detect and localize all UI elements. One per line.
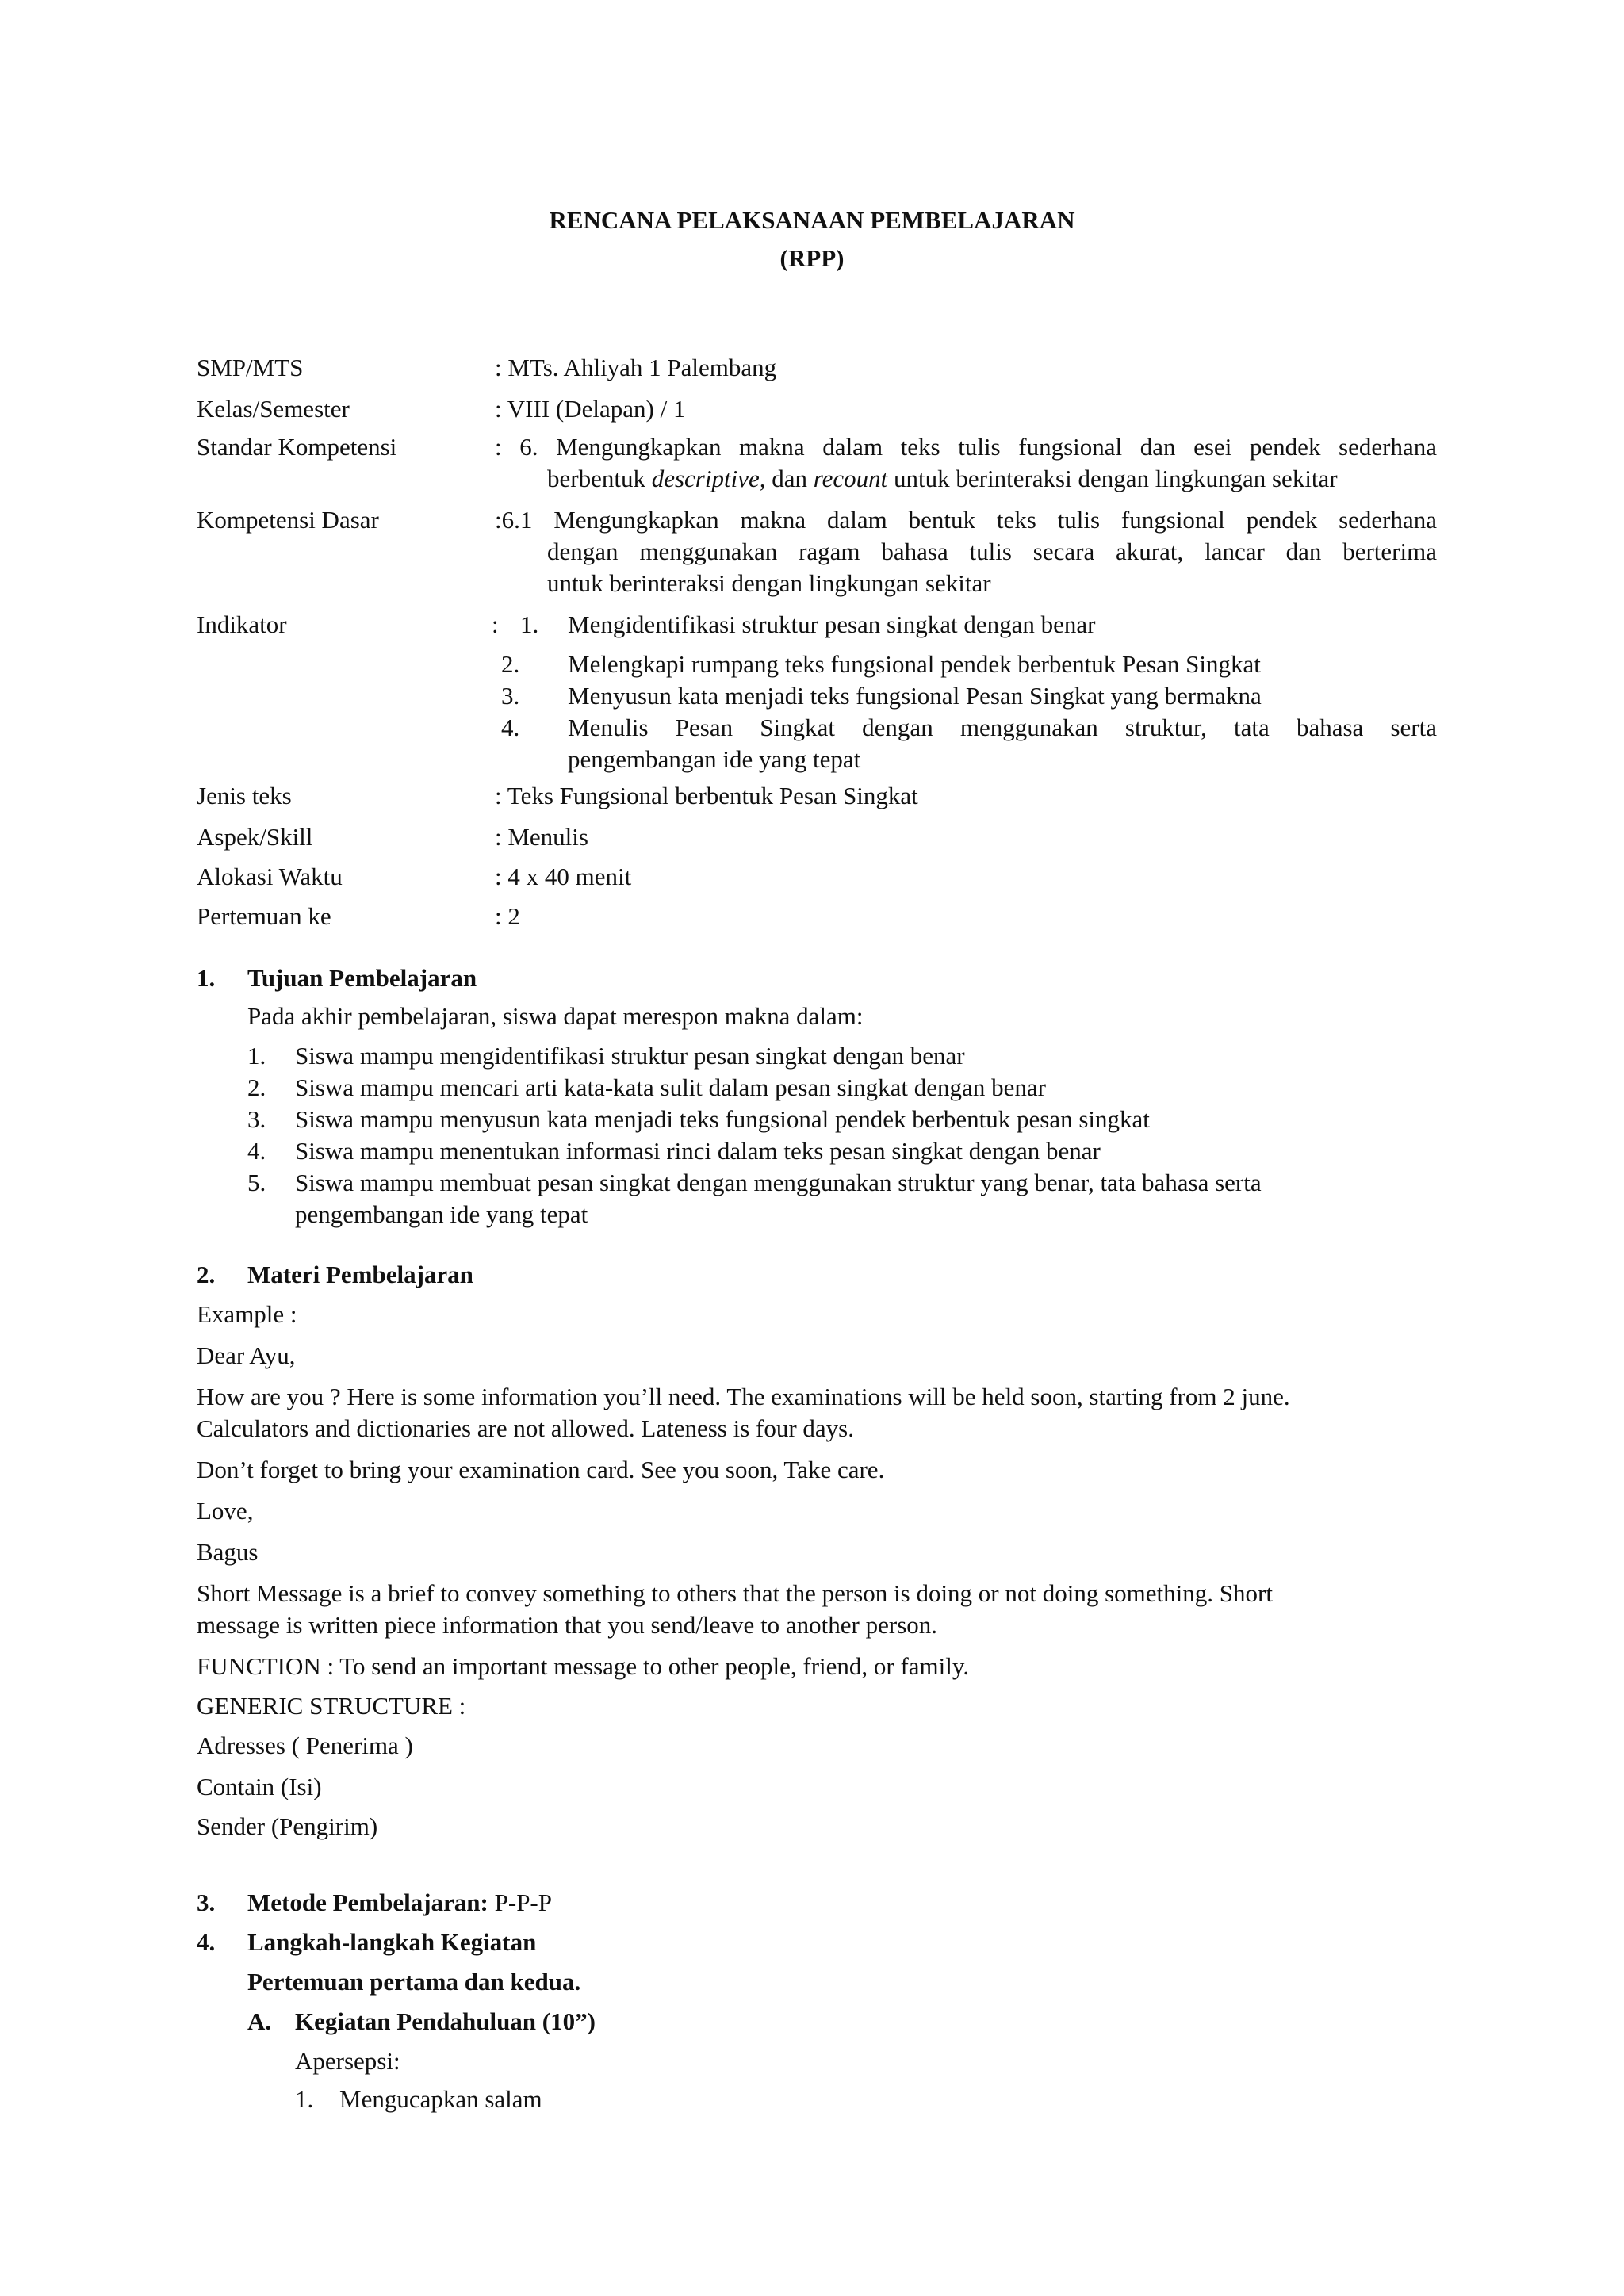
sk-label: Standar Kompetensi [197, 433, 397, 461]
definition-line: Short Message is a brief to convey something to others that the person is doing or not doing something. Short [197, 1579, 1273, 1607]
jenis-label: Jenis teks [197, 782, 292, 809]
school-value: : MTs. Ahliyah 1 Palembang [495, 354, 777, 381]
letter-sender: Bagus [197, 1538, 259, 1566]
structure-item: Sender (Pengirim) [197, 1812, 378, 1840]
sk-line-1: : 6. Mengungkapkan makna dalam teks tulis fungsional dan esei pendek sederhana [495, 433, 1437, 461]
letter-greeting: Dear Ayu, [197, 1341, 296, 1369]
class-value: : VIII (Delapan) / 1 [495, 395, 686, 423]
section-heading-tujuan: Tujuan Pembelajaran [247, 964, 477, 992]
pertemuan-value: : 2 [495, 902, 520, 930]
sk-text: berbentuk [547, 465, 652, 492]
subsection-label: A. [247, 2007, 272, 2035]
list-item: Siswa mampu menyusun kata menjadi teks fungsional pendek berbentuk pesan singkat [295, 1105, 1150, 1133]
list-number: 2. [247, 1073, 266, 1101]
sk-text: untuk berinteraksi dengan lingkungan sekitar [887, 465, 1338, 492]
sk-recount: recount [813, 465, 888, 492]
indicator-text-cont: pengembangan ide yang tepat [568, 745, 861, 773]
kd-line-1: :6.1 Mengungkapkan makna dalam bentuk teks tulis fungsional pendek sederhana [495, 506, 1437, 534]
document-subtitle: (RPP) [779, 244, 845, 272]
list-item: Siswa mampu mencari arti kata-kata sulit dalam pesan singkat dengan benar [295, 1073, 1046, 1101]
apersepsi-label: Apersepsi: [295, 2047, 400, 2075]
list-item-cont: pengembangan ide yang tepat [295, 1200, 588, 1228]
section-number: 2. [197, 1261, 216, 1288]
indicator-colon: : [492, 610, 499, 638]
section-number: 3. [197, 1888, 216, 1916]
meeting-subheading: Pertemuan pertama dan kedua. [247, 1968, 581, 1996]
indicator-label: Indikator [197, 610, 287, 638]
indicator-text: Menyusun kata menjadi teks fungsional Pesan Singkat yang bermakna [568, 682, 1262, 710]
document-title: RENCANA PELAKSANAAN PEMBELAJARAN [549, 206, 1075, 234]
structure-item: Adresses ( Penerima ) [197, 1732, 413, 1759]
school-label: SMP/MTS [197, 354, 304, 381]
structure-item: Contain (Isi) [197, 1773, 322, 1800]
kd-line-2: dengan menggunakan ragam bahasa tulis secara akurat, lancar dan berterima [547, 538, 1437, 565]
subsection-heading: Kegiatan Pendahuluan (10”) [295, 2007, 596, 2035]
list-number: 1. [295, 2085, 314, 2113]
kd-line-3: untuk berinteraksi dengan lingkungan sekitar [547, 569, 991, 597]
list-item: Siswa mampu mengidentifikasi struktur pesan singkat dengan benar [295, 1042, 965, 1070]
indicator-text: Melengkapi rumpang teks fungsional pendek berbentuk Pesan Singkat [568, 650, 1261, 678]
sk-descriptive: descriptive, [651, 465, 766, 492]
indicator-number: 3. [501, 682, 520, 710]
list-number: 3. [247, 1105, 266, 1133]
sk-text: dan [765, 465, 814, 492]
list-item: Mengucapkan salam [339, 2085, 542, 2113]
section-number: 1. [197, 964, 216, 992]
indicator-number: 1. [520, 610, 539, 638]
list-number: 4. [247, 1137, 266, 1165]
section-heading-materi: Materi Pembelajaran [247, 1261, 473, 1288]
letter-body-line: How are you ? Here is some information you’ll need. The examinations will be held soon, starting from 2 june. [197, 1383, 1290, 1410]
pertemuan-label: Pertemuan ke [197, 902, 331, 930]
aspek-value: : Menulis [495, 823, 588, 851]
alokasi-value: : 4 x 40 menit [495, 863, 632, 890]
generic-structure-label: GENERIC STRUCTURE : [197, 1692, 466, 1720]
section-heading-metode [247, 1887, 552, 1919]
section-number: 4. [197, 1928, 216, 1956]
aspek-label: Aspek/Skill [197, 823, 313, 851]
letter-closing: Love, [197, 1497, 254, 1525]
list-number: 5. [247, 1169, 266, 1196]
indicator-number: 4. [501, 714, 520, 741]
indicator-text: Menulis Pesan Singkat dengan menggunakan struktur, tata bahasa serta [568, 714, 1437, 741]
jenis-value: : Teks Fungsional berbentuk Pesan Singkat [495, 782, 918, 809]
example-label: Example : [197, 1300, 297, 1328]
tujuan-intro: Pada akhir pembelajaran, siswa dapat merespon makna dalam: [247, 1002, 864, 1030]
alokasi-label: Alokasi Waktu [197, 863, 343, 890]
section-heading-langkah: Langkah-langkah Kegiatan [247, 1928, 537, 1956]
metode-value: P-P-P [488, 1888, 552, 1916]
definition-line: message is written piece information that you send/leave to another person. [197, 1611, 938, 1639]
list-number: 1. [247, 1042, 266, 1070]
list-item: Siswa mampu membuat pesan singkat dengan menggunakan struktur yang benar, tata bahasa serta [295, 1169, 1262, 1196]
function-line: FUNCTION : To send an important message to other people, friend, or family. [197, 1652, 970, 1680]
list-item: Siswa mampu menentukan informasi rinci dalam teks pesan singkat dengan benar [295, 1137, 1101, 1165]
kd-label: Kompetensi Dasar [197, 506, 379, 534]
metode-heading-text: Metode Pembelajaran: [247, 1888, 488, 1916]
letter-body-line: Calculators and dictionaries are not allowed. Lateness is four days. [197, 1414, 854, 1442]
indicator-text: Mengidentifikasi struktur pesan singkat dengan benar [568, 610, 1096, 638]
sk-line-2 [547, 463, 1338, 495]
class-label: Kelas/Semester [197, 395, 350, 423]
letter-body-line: Don’t forget to bring your examination card. See you soon, Take care. [197, 1456, 885, 1483]
indicator-number: 2. [501, 650, 520, 678]
